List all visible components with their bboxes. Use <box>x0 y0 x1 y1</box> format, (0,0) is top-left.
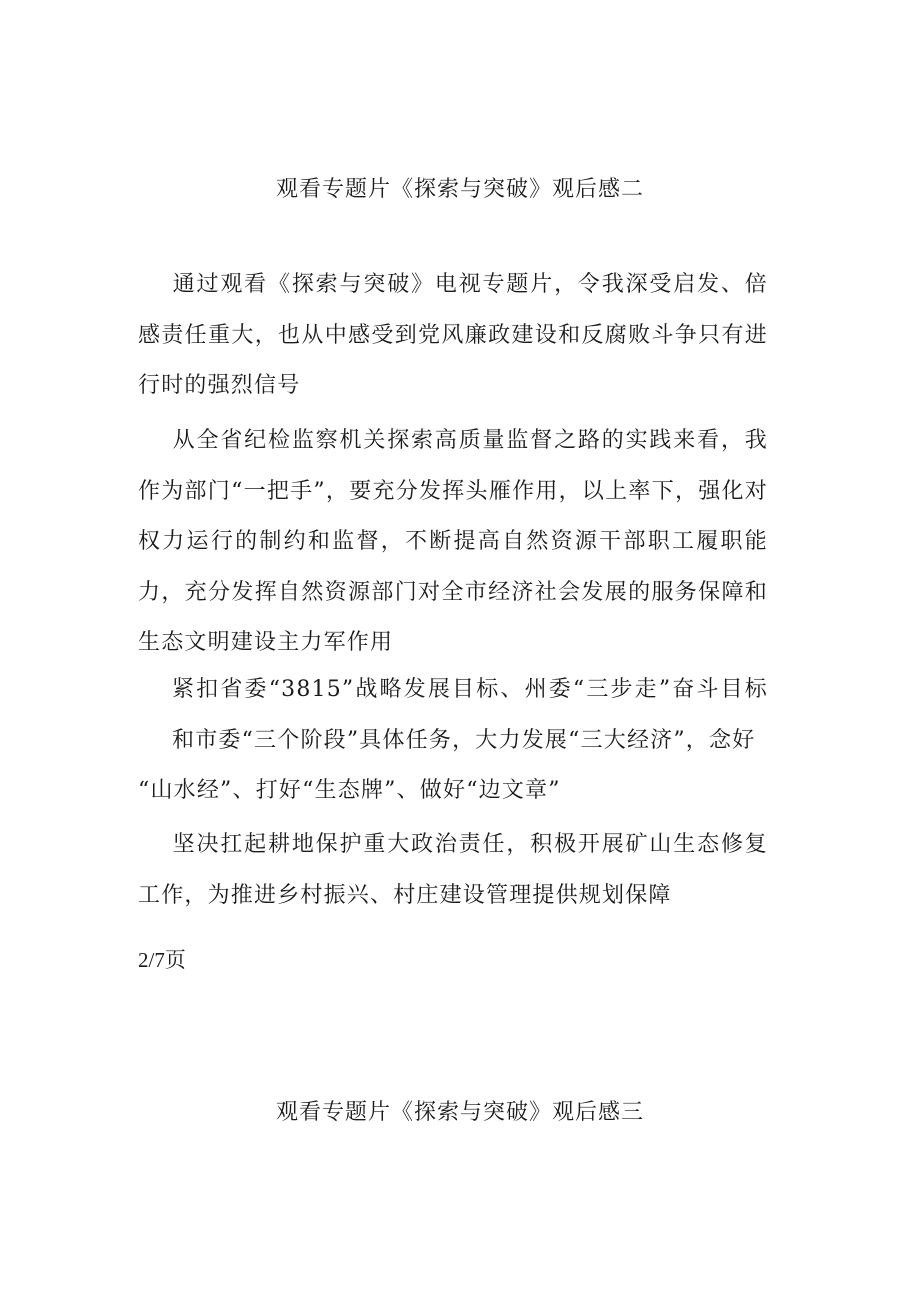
paragraph-1-text: 通过观看《探索与突破》电视专题片，令我深受启发、倍感责任重大，也从中感受到党风廉政建设和反腐败斗争只有进行时的强烈信号 <box>138 272 768 398</box>
section-three-title: 观看专题片《探索与突破》观后感三 <box>275 1100 644 1125</box>
section-two-title: 观看专题片《探索与突破》观后感二 <box>275 177 644 202</box>
paragraph-4 <box>138 820 768 921</box>
page-number: 2/7页 <box>138 948 186 972</box>
paragraph-3 <box>138 665 768 817</box>
paragraph-3-line-2: “山水经”、打好“生态牌”、做好“边文章” <box>138 778 561 803</box>
paragraph-2-text: 从全省纪检监察机关探索高质量监督之路的实践来看，我作为部门“一把手”，要充分发挥头雁作用，以上率下，强化对权力运行的制约和监督，不断提高自然资源干部职工履职能力，充分发挥自然资源部门对全市经济社会发展的服务保障和生态文明建设主力军作用 <box>138 428 768 655</box>
paragraph-3-line-1: 紧扣省委“3815”战略发展目标、州委“三步走”奋斗目标和市委“三个阶段”具体任务，大力发展“三大经济”，念好 <box>172 677 768 753</box>
paragraph-1 <box>138 260 768 412</box>
paragraph-2 <box>138 416 768 669</box>
paragraph-4-text: 坚决扛起耕地保护重大政治责任，积极开展矿山生态修复工作，为推进乡村振兴、村庄建设管理提供规划保障 <box>138 832 768 908</box>
